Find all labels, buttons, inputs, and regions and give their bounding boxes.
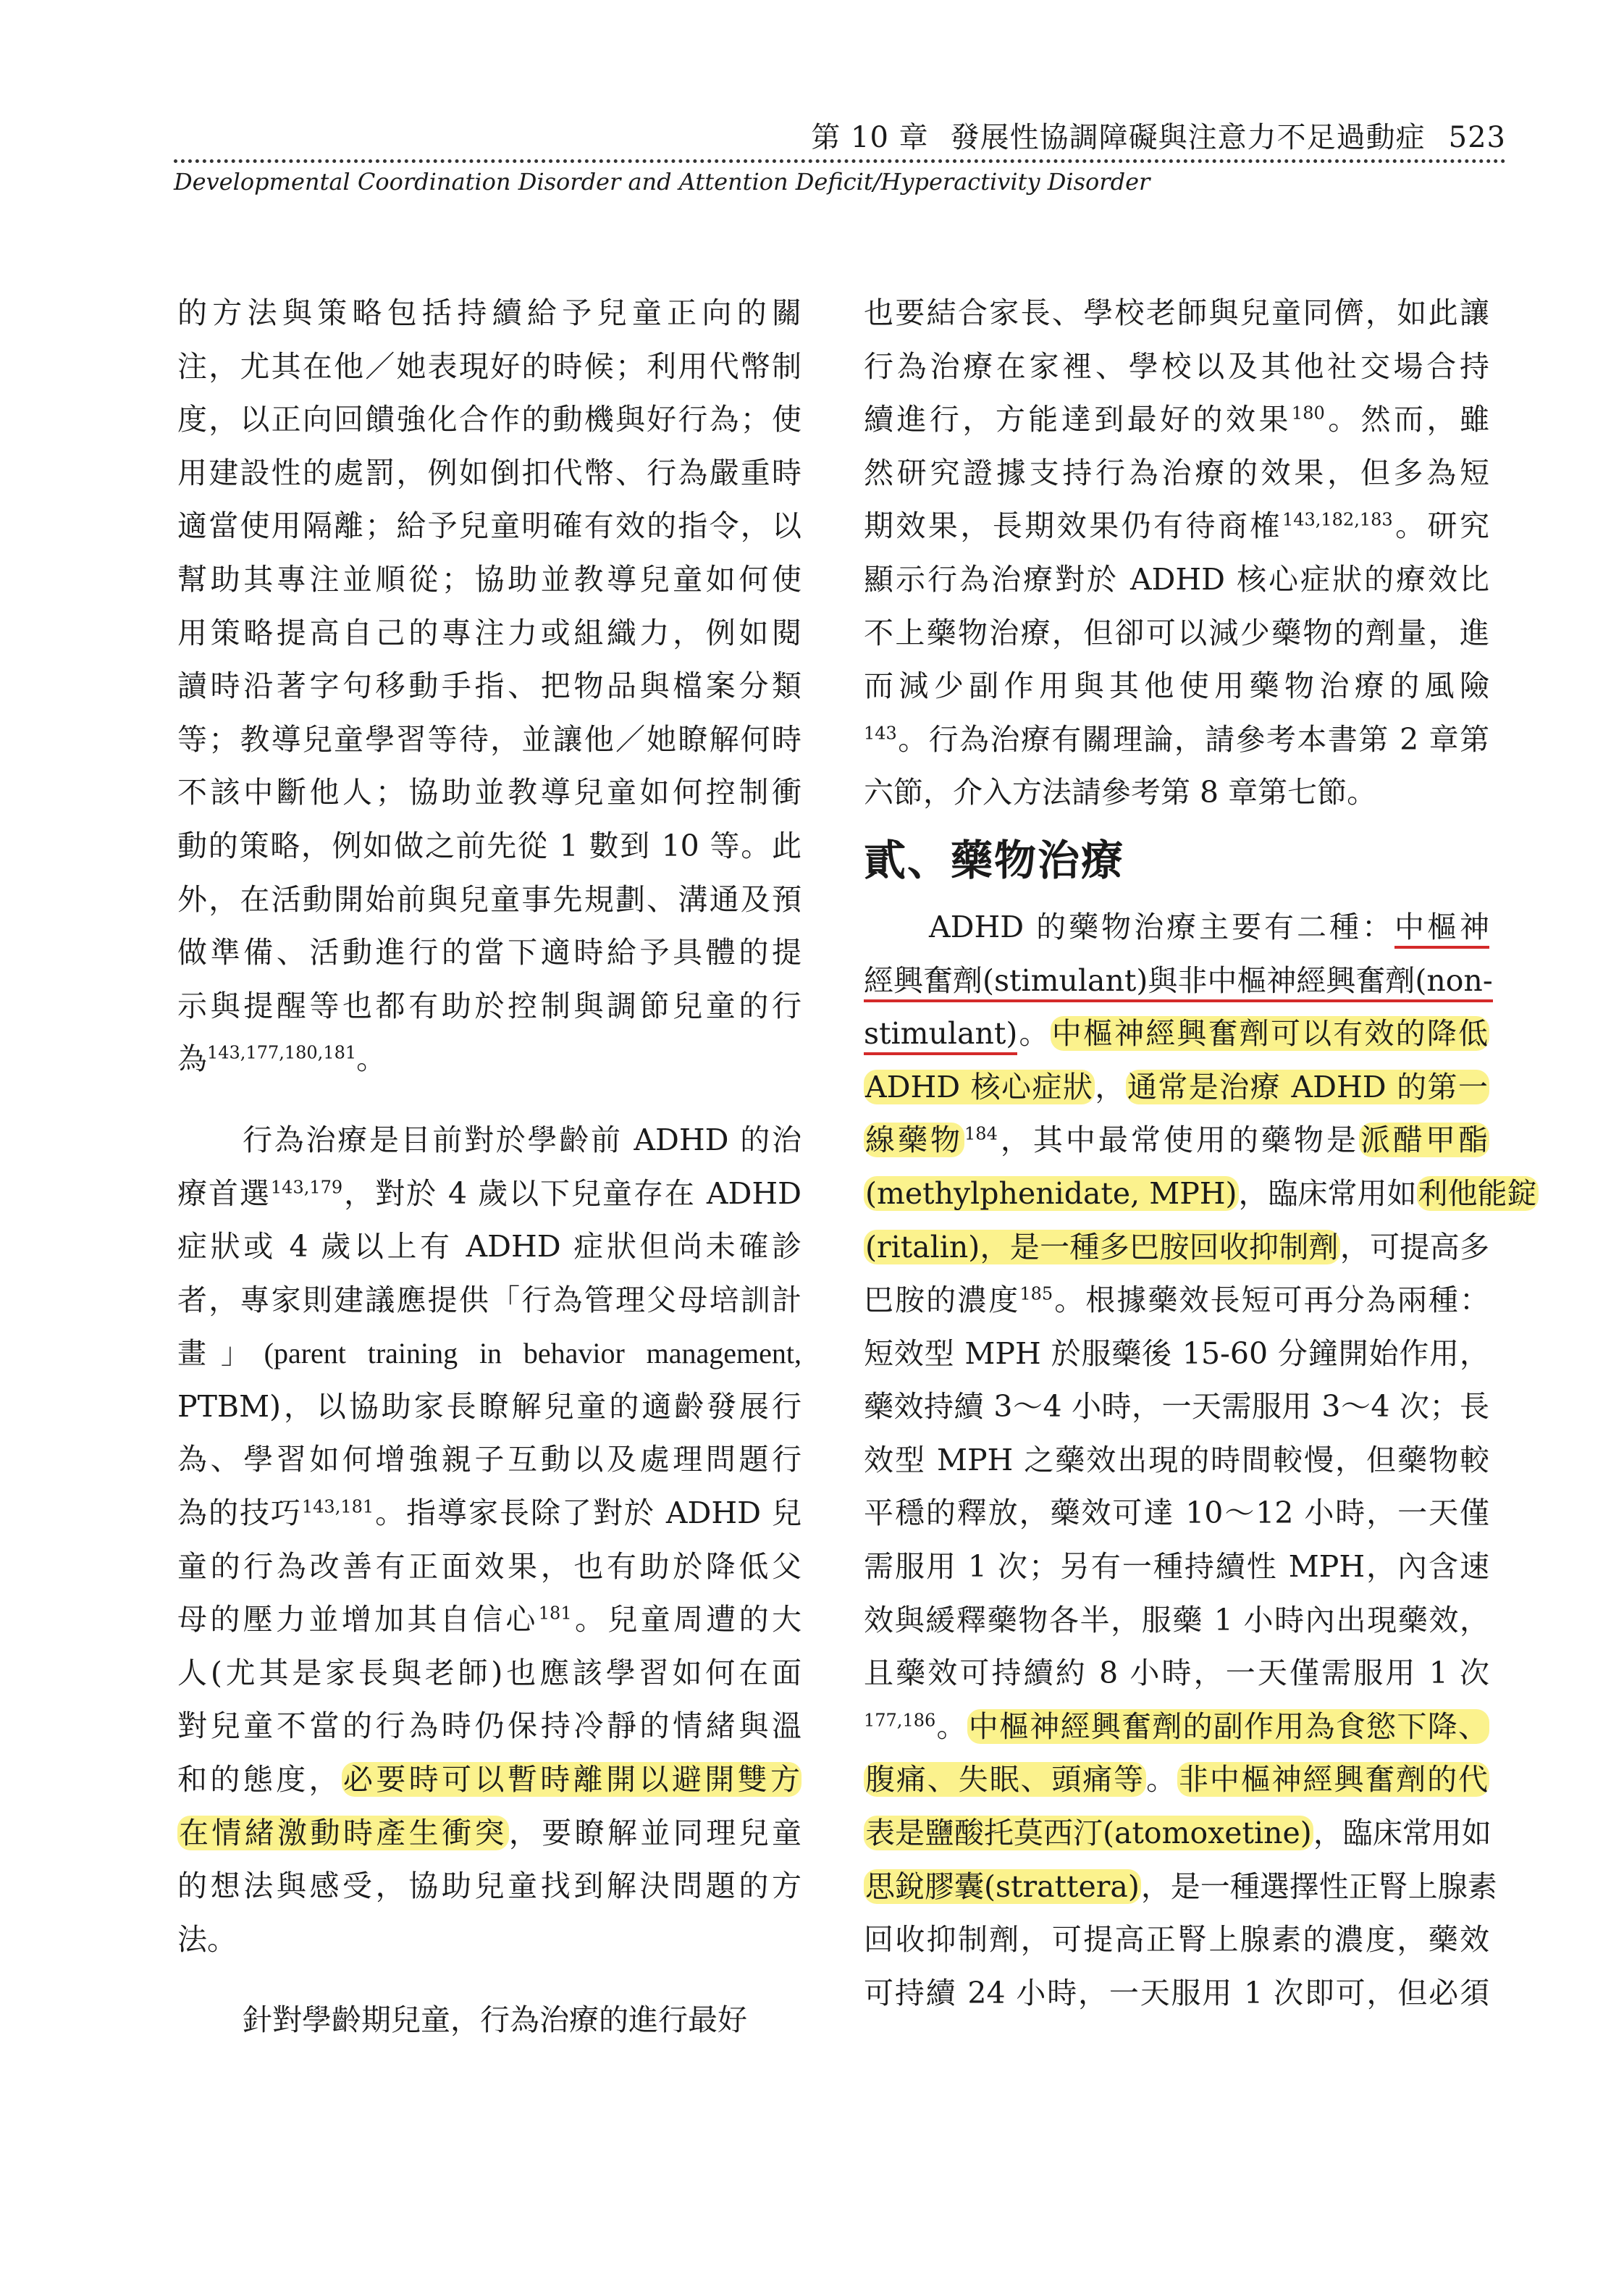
text-line xyxy=(864,1114,1489,1167)
text-line: 畫」(parent training in behavior management, xyxy=(177,1337,802,1370)
text-line: 用建設性的處罰，例如倒扣代幣、行為嚴重時 xyxy=(177,455,802,490)
citation: 180 xyxy=(1291,403,1325,424)
header-subtitle: Developmental Coordination Disorder and Attention Deficit/Hyperactivity Disorder xyxy=(174,168,1150,196)
text-line: 平穩的釋放，藥效可達 10～12 小時，一天僅 xyxy=(864,1496,1489,1531)
text-line xyxy=(864,1007,1489,1061)
text-line: 的想法與感受，協助兒童找到解決問題的方 xyxy=(177,1868,802,1904)
text-line xyxy=(864,1861,1497,1914)
text-run: 母的壓力並增加其自信心 xyxy=(177,1602,539,1637)
text-line: 度，以正向回饋強化合作的動機與好行為；使 xyxy=(177,402,802,437)
highlighted-text: 通常是治療 ADHD 的第一 xyxy=(1127,1069,1489,1104)
left-column xyxy=(177,287,802,2047)
text-line: 短效型 MPH 於服藥後 15-60 分鐘開始作用， xyxy=(864,1335,1489,1371)
highlighted-text: 中樞神經興奮劑可以有效的降低 xyxy=(1051,1016,1489,1052)
text-line xyxy=(177,1487,802,1540)
text-line: 幫助其專注並順從；協助並教導兒童如何使 xyxy=(177,561,802,597)
text-run: ，是一種選擇性正腎上腺素 xyxy=(1140,1868,1497,1904)
text-run: ， xyxy=(1095,1069,1126,1104)
text-line: 適當使用隔離；給予兒童明確有效的指令，以 xyxy=(177,508,802,544)
highlighted-text: 利他能錠 xyxy=(1418,1175,1537,1211)
text-line xyxy=(177,1593,802,1647)
text-line: 回收抑制劑，可提高正腎上腺素的濃度，藥效 xyxy=(864,1922,1489,1958)
text-line: 行為治療是目前對於學齡前 ADHD 的治 xyxy=(243,1122,802,1157)
highlighted-text: 表是鹽酸托莫西汀(atomoxetine) xyxy=(865,1816,1312,1851)
text-line: 童的行為改善有正面效果，也有助於降低父 xyxy=(177,1548,802,1584)
text-run: ，臨床常用如 xyxy=(1238,1175,1417,1211)
page-number: 523 xyxy=(1448,121,1506,154)
text-run: 。 xyxy=(356,1041,387,1077)
text-line: 六節，介入方法請參考第 8 章第七節。 xyxy=(864,775,1377,810)
text-line: 的方法與策略包括持續給予兒童正向的關 xyxy=(177,295,802,330)
citation: 181 xyxy=(538,1603,572,1624)
text-run: 。 xyxy=(1017,1016,1051,1052)
text-line: 人(尤其是家長與老師)也應該學習如何在面 xyxy=(177,1655,802,1690)
text-line: 藥效持續 3～4 小時，一天需服用 3～4 次；長 xyxy=(864,1389,1489,1425)
text-run: 續進行，方能達到最好的效果 xyxy=(864,402,1292,437)
highlighted-text: (methylphenidate, MPH) xyxy=(865,1175,1237,1211)
right-column xyxy=(864,287,1537,2020)
text-run: 療首選 xyxy=(177,1175,271,1211)
text-line xyxy=(177,1167,802,1221)
text-line: PTBM)，以協助家長瞭解兒童的適齡發展行 xyxy=(177,1388,802,1424)
citation: 143,177,180,181 xyxy=(207,1042,357,1063)
paragraph-gap xyxy=(177,1966,802,1994)
text-line: 效型 MPH 之藥效出現的時間較慢，但藥物較 xyxy=(864,1442,1489,1477)
text-line: 不該中斷他人；協助並教導兒童如何控制衝 xyxy=(177,775,802,810)
text-line: 用策略提高自己的專注力或組織力，例如閱 xyxy=(177,615,802,650)
citation: 185 xyxy=(1019,1283,1053,1304)
text-run: 。研究 xyxy=(1392,508,1490,544)
text-run: 為的技巧 xyxy=(177,1496,302,1531)
citation: 184 xyxy=(964,1123,998,1144)
text-run: ，對於 4 歲以下兒童存在 ADHD xyxy=(342,1175,802,1211)
text-line: 為、學習如何增強親子互動以及處理問題行 xyxy=(177,1442,802,1477)
text-run: 期效果，長期效果仍有待商榷 xyxy=(864,508,1282,544)
text-run: 。根據藥效長短可再分為兩種： xyxy=(1053,1283,1489,1318)
header-dotted-rule xyxy=(174,159,1506,163)
text-line: 讀時沿著字句移動手指、把物品與檔案分類 xyxy=(177,668,802,704)
text-line xyxy=(864,901,1489,955)
underlined-text: 中樞神 xyxy=(1394,910,1489,949)
chapter-title: 發展性協調障礙與注意力不足過動症 xyxy=(950,121,1426,154)
highlighted-text: 中樞神經興奮劑的副作用為食慾下降、 xyxy=(968,1708,1489,1744)
citation: 143,181 xyxy=(301,1496,374,1517)
text-run: ，可提高多 xyxy=(1339,1229,1489,1264)
text-line: 外，在活動開始前與兒童事先規劃、溝通及預 xyxy=(177,881,802,917)
text-line: 法。 xyxy=(177,1921,237,1957)
text-line xyxy=(864,955,1493,1008)
highlighted-text: 在情緒激動時產生衝突 xyxy=(179,1815,508,1850)
text-line xyxy=(864,713,1489,767)
text-line: 動的策略，例如做之前先從 1 數到 10 等。此 xyxy=(177,828,802,863)
text-line: 行為治療在家裡、學校以及其他社交場合持 xyxy=(864,348,1489,384)
text-line xyxy=(864,1753,1489,1807)
text-line: 做準備、活動進行的當下適時給予具體的提 xyxy=(177,935,802,970)
text-line xyxy=(864,1061,1489,1115)
highlighted-text: 必要時可以暫時離開以避開雙方 xyxy=(342,1762,801,1798)
running-header xyxy=(174,114,1506,158)
highlighted-text: 線藥物 xyxy=(865,1123,964,1158)
text-run: ADHD 的藥物治療主要有二種： xyxy=(929,909,1395,944)
text-line: 對兒童不當的行為時仍保持冷靜的情緒與溫 xyxy=(177,1708,802,1744)
text-line: 可持續 24 小時，一天服用 1 次即可，但必須 xyxy=(864,1975,1489,2010)
highlighted-text: (ritalin)，是一種多巴胺回收抑制劑 xyxy=(865,1229,1339,1264)
text-line: 症狀或 4 歲以上有 ADHD 症狀但尚未確診 xyxy=(177,1229,802,1264)
text-run: 。兒童周遭的大 xyxy=(571,1602,802,1637)
highlighted-text: 派醋甲酯 xyxy=(1360,1123,1488,1158)
text-run: 為 xyxy=(177,1041,207,1077)
paragraph-gap xyxy=(177,1086,802,1114)
text-line: 且藥效可持續約 8 小時，一天僅需服用 1 次 xyxy=(864,1656,1489,1691)
text-line xyxy=(864,1221,1489,1275)
citation: 143,179 xyxy=(270,1176,343,1197)
text-line: 效與緩釋藥物各半，服藥 1 小時內出現藥效， xyxy=(864,1602,1489,1637)
section-heading: 貳、藥物治療 xyxy=(864,835,1125,885)
text-line: 等；教導兒童學習等待，並讓他／她瞭解何時 xyxy=(177,721,802,757)
text-line xyxy=(864,1274,1489,1327)
highlighted-text: ADHD 核心症狀 xyxy=(865,1069,1094,1104)
text-run: 。行為治療有關理論，請參考本書第 2 章第 xyxy=(896,721,1489,757)
text-run: 巴胺的濃度 xyxy=(864,1283,1020,1318)
text-line: 然研究證據支持行為治療的效果，但多為短 xyxy=(864,455,1489,490)
text-line: 注，尤其在他／她表現好的時候；利用代幣制 xyxy=(177,348,802,384)
citation: 143,182,183 xyxy=(1282,509,1393,530)
text-line xyxy=(864,1807,1492,1861)
text-line xyxy=(864,1700,1489,1754)
text-line: 也要結合家長、學校老師與兒童同儕，如此讓 xyxy=(864,295,1489,330)
chapter-label: 第 10 章 xyxy=(811,121,929,154)
text-run: 。 xyxy=(1146,1762,1177,1798)
text-run: 。指導家長除了對於 ADHD 兒 xyxy=(374,1496,802,1531)
text-line: 者，專家則建議應提供「行為管理父母培訓計 xyxy=(177,1282,802,1317)
text-line xyxy=(177,1033,802,1086)
text-line: 需服用 1 次；另有一種持續性 MPH，內含速 xyxy=(864,1549,1489,1585)
text-line: 示與提醒等也都有助於控制與調節兒童的行 xyxy=(177,988,802,1023)
text-run: ，臨床常用如 xyxy=(1313,1816,1492,1851)
text-line xyxy=(177,1807,802,1861)
text-line xyxy=(177,1753,802,1807)
text-run: 。然而，雖 xyxy=(1324,402,1490,437)
underlined-text: 經興奮劑(stimulant)與非中樞神經興奮劑(non- xyxy=(864,963,1493,1002)
text-run: 和的態度， xyxy=(177,1762,342,1798)
underlined-text: stimulant) xyxy=(864,1016,1017,1055)
text-line: 針對學齡期兒童，行為治療的進行最好 xyxy=(243,2002,747,2038)
text-line: 而減少副作用與其他使用藥物治療的風險 xyxy=(864,668,1489,704)
text-run: ，其中最常使用的藥物是 xyxy=(997,1123,1359,1158)
header-text xyxy=(811,114,1506,156)
text-run: 。 xyxy=(935,1708,967,1744)
text-line: 顯示行為治療對於 ADHD 核心症狀的療效比 xyxy=(864,561,1489,597)
highlighted-text: 思銳膠囊(strattera) xyxy=(865,1868,1140,1904)
citation: 143 xyxy=(864,723,897,744)
citation: 177,186 xyxy=(864,1710,936,1731)
text-line xyxy=(864,393,1489,447)
text-line xyxy=(864,1167,1537,1221)
text-run: ，要瞭解並同理兒童 xyxy=(508,1815,802,1850)
highlighted-text: 非中樞神經興奮劑的代 xyxy=(1178,1762,1489,1798)
text-line: 不上藥物治療，但卻可以減少藥物的劑量，進 xyxy=(864,615,1489,650)
highlighted-text: 腹痛、失眠、頭痛等 xyxy=(865,1762,1145,1798)
text-line xyxy=(864,500,1489,553)
